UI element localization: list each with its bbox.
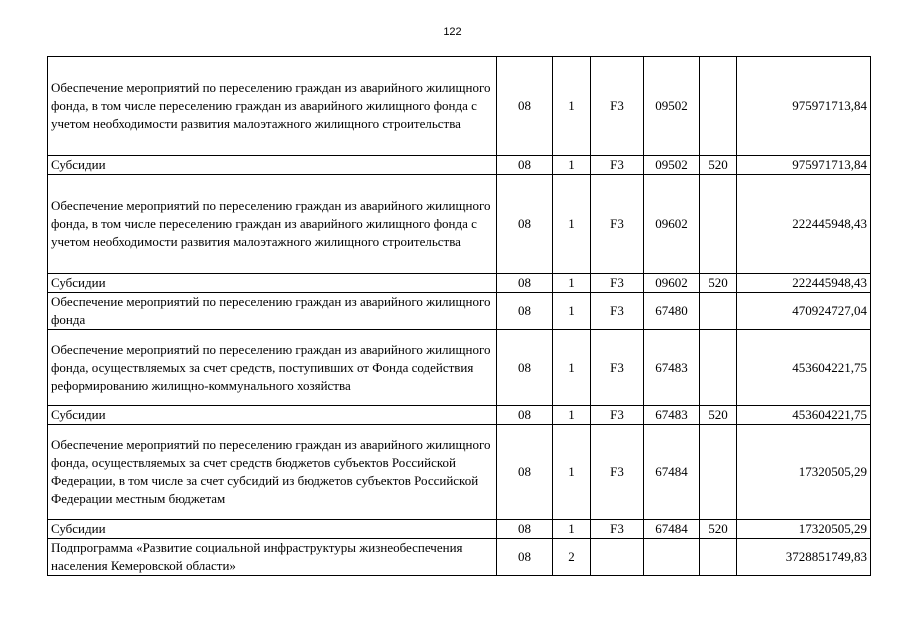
- table-row: [48, 175, 871, 274]
- program-code: 1: [553, 57, 591, 156]
- table-row: [48, 406, 871, 425]
- table-row: [48, 330, 871, 406]
- amount: 222445948,43: [737, 175, 871, 274]
- expense-type-code: [700, 293, 737, 330]
- table-row: [48, 425, 871, 520]
- expense-type-code: 520: [700, 274, 737, 293]
- expense-type-code: 520: [700, 406, 737, 425]
- program-code: 1: [553, 274, 591, 293]
- project-code: F3: [591, 406, 644, 425]
- amount: 453604221,75: [737, 406, 871, 425]
- project-code: F3: [591, 330, 644, 406]
- direction-code: 67484: [644, 425, 700, 520]
- section-code: 08: [497, 274, 553, 293]
- expense-type-code: [700, 425, 737, 520]
- section-code: 08: [497, 520, 553, 539]
- project-code: F3: [591, 425, 644, 520]
- row-name: Субсидии: [48, 156, 497, 175]
- program-code: 1: [553, 425, 591, 520]
- direction-code: 67483: [644, 406, 700, 425]
- row-name: Субсидии: [48, 406, 497, 425]
- table-row: [48, 293, 871, 330]
- expense-type-code: 520: [700, 156, 737, 175]
- expense-type-code: [700, 175, 737, 274]
- expense-type-code: 520: [700, 520, 737, 539]
- amount: 453604221,75: [737, 330, 871, 406]
- table-row: [48, 539, 871, 576]
- section-code: 08: [497, 175, 553, 274]
- amount: 222445948,43: [737, 274, 871, 293]
- project-code: F3: [591, 293, 644, 330]
- program-code: 1: [553, 406, 591, 425]
- expense-type-code: [700, 330, 737, 406]
- program-code: 1: [553, 175, 591, 274]
- direction-code: 09602: [644, 274, 700, 293]
- direction-code: 67483: [644, 330, 700, 406]
- row-name: Субсидии: [48, 520, 497, 539]
- direction-code: 67484: [644, 520, 700, 539]
- expense-type-code: [700, 57, 737, 156]
- table-row: [48, 156, 871, 175]
- project-code: F3: [591, 274, 644, 293]
- program-code: 1: [553, 293, 591, 330]
- section-code: 08: [497, 539, 553, 576]
- amount: 470924727,04: [737, 293, 871, 330]
- section-code: 08: [497, 330, 553, 406]
- row-name: Обеспечение мероприятий по переселению граждан из аварийного жилищного фонда, в том числе переселению граждан из аварийного жилищного фонда с учетом необходимости развития малоэтажного жилищного строительства: [48, 57, 497, 156]
- amount: 3728851749,83: [737, 539, 871, 576]
- table-row: [48, 520, 871, 539]
- section-code: 08: [497, 406, 553, 425]
- project-code: [591, 539, 644, 576]
- amount: 975971713,84: [737, 156, 871, 175]
- project-code: F3: [591, 57, 644, 156]
- direction-code: 09602: [644, 175, 700, 274]
- direction-code: 67480: [644, 293, 700, 330]
- row-name: Обеспечение мероприятий по переселению граждан из аварийного жилищного фонда, в том числе переселению граждан из аварийного жилищного фонда с учетом необходимости развития малоэтажного жилищного строительства: [48, 175, 497, 274]
- direction-code: [644, 539, 700, 576]
- program-code: 1: [553, 156, 591, 175]
- section-code: 08: [497, 57, 553, 156]
- row-name: Подпрограмма «Развитие социальной инфраструктуры жизнеобеспечения населения Кемеровской области»: [48, 539, 497, 576]
- row-name: Обеспечение мероприятий по переселению граждан из аварийного жилищного фонда, осуществляемых за счет средств бюджетов субъектов Российской Федерации, в том числе за счет субсидий из бюджетов субъектов Российской Федерации местным бюджетам: [48, 425, 497, 520]
- section-code: 08: [497, 156, 553, 175]
- budget-table: [47, 56, 871, 576]
- expense-type-code: [700, 539, 737, 576]
- row-name: Обеспечение мероприятий по переселению граждан из аварийного жилищного фонда: [48, 293, 497, 330]
- amount: 975971713,84: [737, 57, 871, 156]
- amount: 17320505,29: [737, 425, 871, 520]
- page-number: 122: [443, 26, 462, 38]
- row-name: Обеспечение мероприятий по переселению граждан из аварийного жилищного фонда, осуществляемых за счет средств, поступивших от Фонда содействия реформированию жилищно-коммунального хозяйства: [48, 330, 497, 406]
- program-code: 2: [553, 539, 591, 576]
- project-code: F3: [591, 156, 644, 175]
- table-row: [48, 274, 871, 293]
- direction-code: 09502: [644, 57, 700, 156]
- section-code: 08: [497, 293, 553, 330]
- row-name: Субсидии: [48, 274, 497, 293]
- amount: 17320505,29: [737, 520, 871, 539]
- section-code: 08: [497, 425, 553, 520]
- program-code: 1: [553, 330, 591, 406]
- table-row: [48, 57, 871, 156]
- project-code: F3: [591, 520, 644, 539]
- direction-code: 09502: [644, 156, 700, 175]
- project-code: F3: [591, 175, 644, 274]
- program-code: 1: [553, 520, 591, 539]
